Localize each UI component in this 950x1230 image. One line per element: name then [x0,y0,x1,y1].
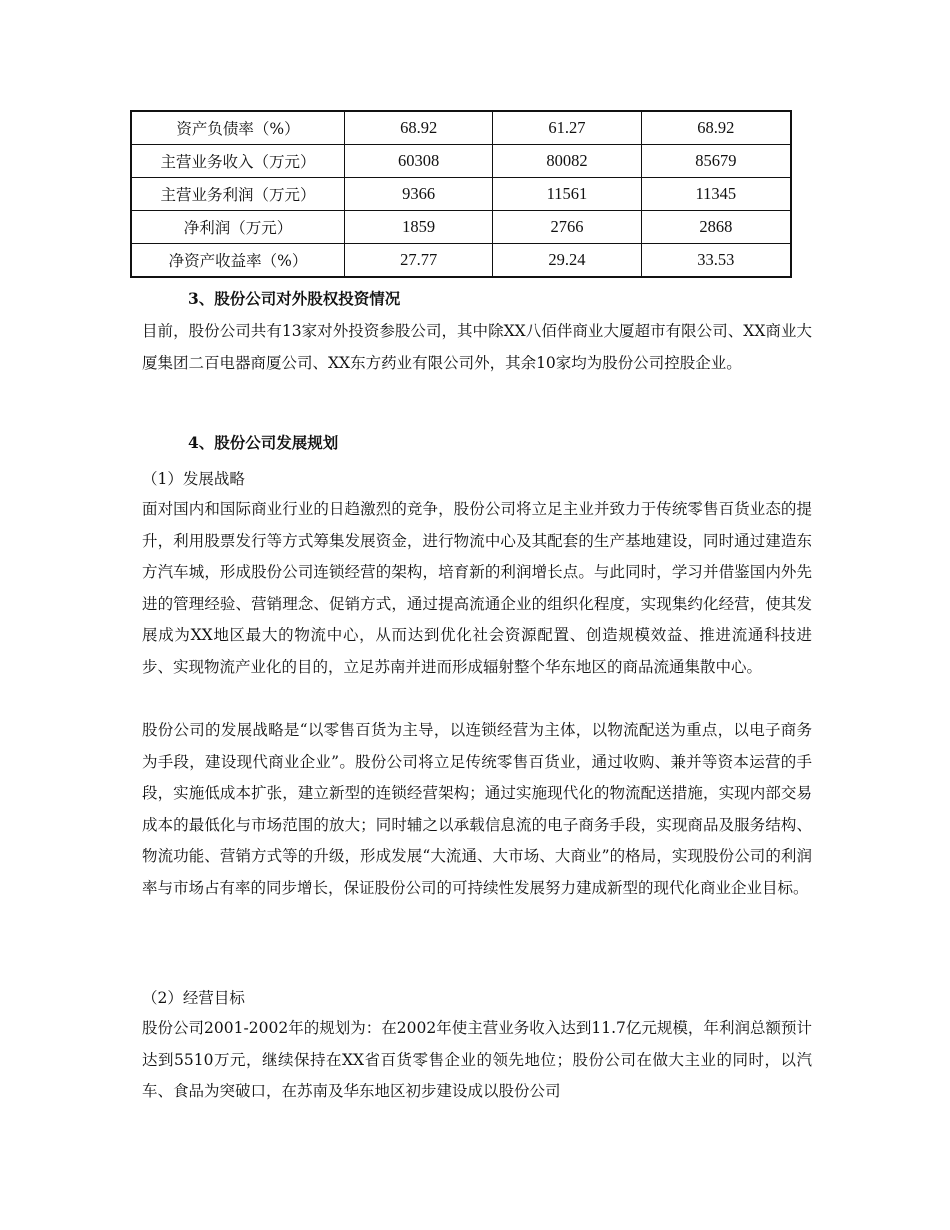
row-label: 净利润（万元） [131,211,344,244]
section-3-heading: 3、股份公司对外股权投资情况 [188,289,401,308]
table-cell: 11561 [493,178,641,211]
table-cell: 27.77 [344,244,492,278]
table-row [131,244,791,278]
table-row [131,178,791,211]
table-cell: 33.53 [641,244,791,278]
table-cell: 68.92 [641,111,791,145]
table-cell: 29.24 [493,244,641,278]
table-cell: 80082 [493,145,641,178]
row-label: 主营业务利润（万元） [131,178,344,211]
financial-table [130,110,792,278]
row-label: 净资产收益率（%） [131,244,344,278]
table-cell: 61.27 [493,111,641,145]
section-3-paragraph: 目前，股份公司共有13家对外投资参股公司，其中除XX八佰伴商业大厦超市有限公司、XX商业大厦集团二百电器商厦公司、XX东方药业有限公司外，其余10家均为股份公司控股企业。 [142,322,812,372]
row-label: 主营业务收入（万元） [131,145,344,178]
goals-paragraph: 股份公司2001-2002年的规划为：在2002年使主营业务收入达到11.7亿元规模，年利润总额预计达到5510万元，继续保持在XX省百货零售企业的领先地位；股份公司在做大主业的同时，以汽车、食品为突破口，在苏南及华东地区初步建设成以股份公司 [142,1019,812,1100]
table-cell: 2766 [493,211,641,244]
table-cell: 1859 [344,211,492,244]
table-cell: 60308 [344,145,492,178]
strategy-paragraph-2: 股份公司的发展战略是“以零售百货为主导，以连锁经营为主体，以物流配送为重点，以电子商务为手段，建设现代商业企业”。股份公司将立足传统零售百货业，通过收购、兼并等资本运营的手段，实施低成本扩张，建立新型的连锁经营架构；通过实施现代化的物流配送措施，实现内部交易成本的最低化与市场范围的放大；同时辅之以承载信息流的电子商务手段，实现商品及服务结构、物流功能、营销方式等的升级，形成发展“大流通、大市场、大商业”的格局，实现股份公司的利润率与市场占有率的同步增长，保证股份公司的可持续性发展努力建成新型的现代化商业企业目标。 [142,721,812,897]
subheading-development-strategy: （1）发展战略 [142,470,245,488]
table-cell: 9366 [344,178,492,211]
subheading-business-goals: （2）经营目标 [142,989,245,1007]
strategy-paragraph-1: 面对国内和国际商业行业的日趋激烈的竞争，股份公司将立足主业并致力于传统零售百货业态的提升，利用股票发行等方式筹集发展资金，进行物流中心及其配套的生产基地建设，同时通过建造东方汽车城，形成股份公司连锁经营的架构，培育新的利润增长点。与此同时，学习并借鉴国内外先进的管理经验、营销理念、促销方式，通过提高流通企业的组织化程度，实现集约化经营，使其发展成为XX地区最大的物流中心，从而达到优化社会资源配置、创造规模效益、推进流通科技进步、实现物流产业化的目的，立足苏南并进而形成辐射整个华东地区的商品流通集散中心。 [142,500,812,676]
table-row [131,111,791,145]
table-cell: 85679 [641,145,791,178]
table-cell: 2868 [641,211,791,244]
table-cell: 68.92 [344,111,492,145]
table-row [131,145,791,178]
row-label: 资产负债率（%） [131,111,344,145]
table-row [131,211,791,244]
table-cell: 11345 [641,178,791,211]
section-4-heading: 4、股份公司发展规划 [188,433,339,452]
